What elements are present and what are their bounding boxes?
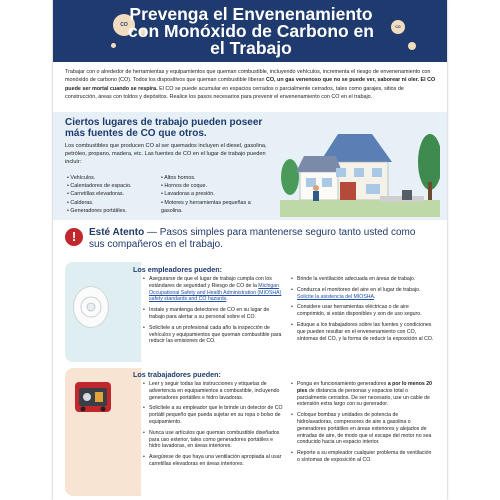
list-item: • Solicítele a un profesional cada año la inspección de vehículos y equipamientos que queman combustible para reducir las emisiones de CO. [143,325,283,345]
miosha-standards-link[interactable]: Michigan Occupational Safety and Health Administration (MIOSHA) safety standards and CO hazards [149,282,282,303]
list-item: • Carretillas elevadoras. [67,190,167,198]
list-item: • Conduzca el monitoreo del aire en el lugar de trabajo. Solicite la asistencia del MIOSHA. [291,287,435,301]
page-title: Prevenga el Envenenamiento con Monóxido de Carbono en el Trabajo [128,4,374,58]
co-detector-icon [73,286,109,328]
list-item: • Ponga en funcionamiento generadores a por lo menos 20 pies de distancia de personas y espacios total o parcialmente cerrados. De ser necesario, use un cable de extensión extra largo con su generador. [291,381,435,408]
list-item: • Brinde la ventilación adecuada en áreas de trabajo. [291,276,435,283]
list-item: • Calentadores de espacio. [67,182,167,190]
sources-text: Los combustibles que producen CO al ser quemados incluyen el diesel, gasolina, petróleo, propano, madera, etc. Las fuentes de CO en el lugar de trabajo pueden incluir: [65,143,267,165]
list-item: • Eduque a los trabajadores sobre las fuentes y condiciones que pueden resultar en el envenenamiento con CO, síntomas del CO, y la forma de reducir la exposición al CO. [291,322,435,342]
sources-list-left [67,174,167,215]
list-item: • Reporte a su empleador cualquier problema de ventilación o síntomas de exposición al CO. [291,450,435,464]
list-item: • Solicítele a su empleador que le brinde un detector de CO portátil pequeño que pueda sujetar en su ropa o bolso de equipamiento. [143,405,283,425]
flyer-page [53,0,447,500]
workers-col1 [143,381,283,472]
list-item: • Motores y herramientas pequeñas a gasolina. [161,199,271,215]
list-item: • Vehículos. [67,174,167,182]
list-item: • Considere usar herramientas eléctricas o de aire comprimido, si están disponibles y son de uso seguro. [291,304,435,318]
co-bubble-label-right: CO [395,25,401,29]
list-item: • Instale y mantenga detectores de CO en su lugar de trabajo para alertar a su personal sobre el CO. [143,307,283,321]
list-item: • Nunca use artículos que queman combustible diseñados para uso exterior, tales como generadores portátiles e hidro lavadoras, en áreas interiores. [143,430,283,450]
co-bubble-right-small [408,42,416,50]
list-item: • Asegurarse de que el lugar de trabajo cumpla con los estándares de seguridad y Riesgo de CO de la Michigan Occupational Safety and Health Administration (MIOSHA) safety standards and CO hazards. [143,276,283,303]
employers-col2 [291,276,435,346]
workers-title: Los trabajadores pueden: [133,370,221,379]
list-item: • Generadores portátiles. [67,207,167,215]
employers-title: Los empleadores pueden: [133,265,223,274]
house-illustration [280,122,440,217]
employers-col1 [143,276,283,349]
list-item: • Lavadoras a presión. [161,190,271,198]
list-item: • Leer y seguir todas las instrucciones y etiquetas de advertencia en equipamientos a combustible, incluyendo generadores portátiles e hidro lavadoras. [143,381,283,401]
sources-title: Ciertos lugares de trabajo pueden poseer más fuentes de CO que otros. [65,117,263,139]
list-item: • Calderas. [67,199,167,207]
generator-icon [75,382,111,412]
intro-paragraph: Trabajar con o alrededor de herramientas y equipamientos que queman combustible, incluyendo vehículos, incrementa el riesgo de envenenamiento con monóxido de carbono (CO). Todos los dispositivos que queman combustible liberan CO, un gas venenoso que no se puede ver, saborear ni oler. El CO puede ser mortal cuando se respira. El CO se puede acumular en espacios cerrados o parcialmente cerrados, tales como garajes, sitios de construcción, áreas con toldos y depósitos. Realice los pasos necesarios para prevenir el envenenamiento con CO en el trabajo. [65,69,436,101]
alert-exclamation-icon: ! [65,228,83,246]
list-item: • Altos hornos. [161,174,271,182]
list-item: • Hornos de coque. [161,182,271,190]
co-bubble-label: CO [120,22,128,28]
list-item: • Coloque bombas y unidades de potencia de hidrolavadoras, compresores de aire a gasolina o generadores portátiles en áreas exteriores y alejados de entradas de aire, de modo que el escape del motor no sea conducido hacia un espacio interior. [291,412,435,446]
header-banner [53,0,447,62]
sources-list-right [161,174,271,215]
alert-text: Esté Atento — Pasos simples para mantenerse seguro tanto usted como sus compañeros en el trabajo. [89,227,416,250]
list-item: • Asegúrese de que haya una ventilación apropiada al usar carretillas elevadoras en áreas interiores. [143,454,283,468]
miosha-assistance-link[interactable]: Solicite la asistencia del MIOSHA [297,293,374,300]
workers-col2 [291,381,435,468]
